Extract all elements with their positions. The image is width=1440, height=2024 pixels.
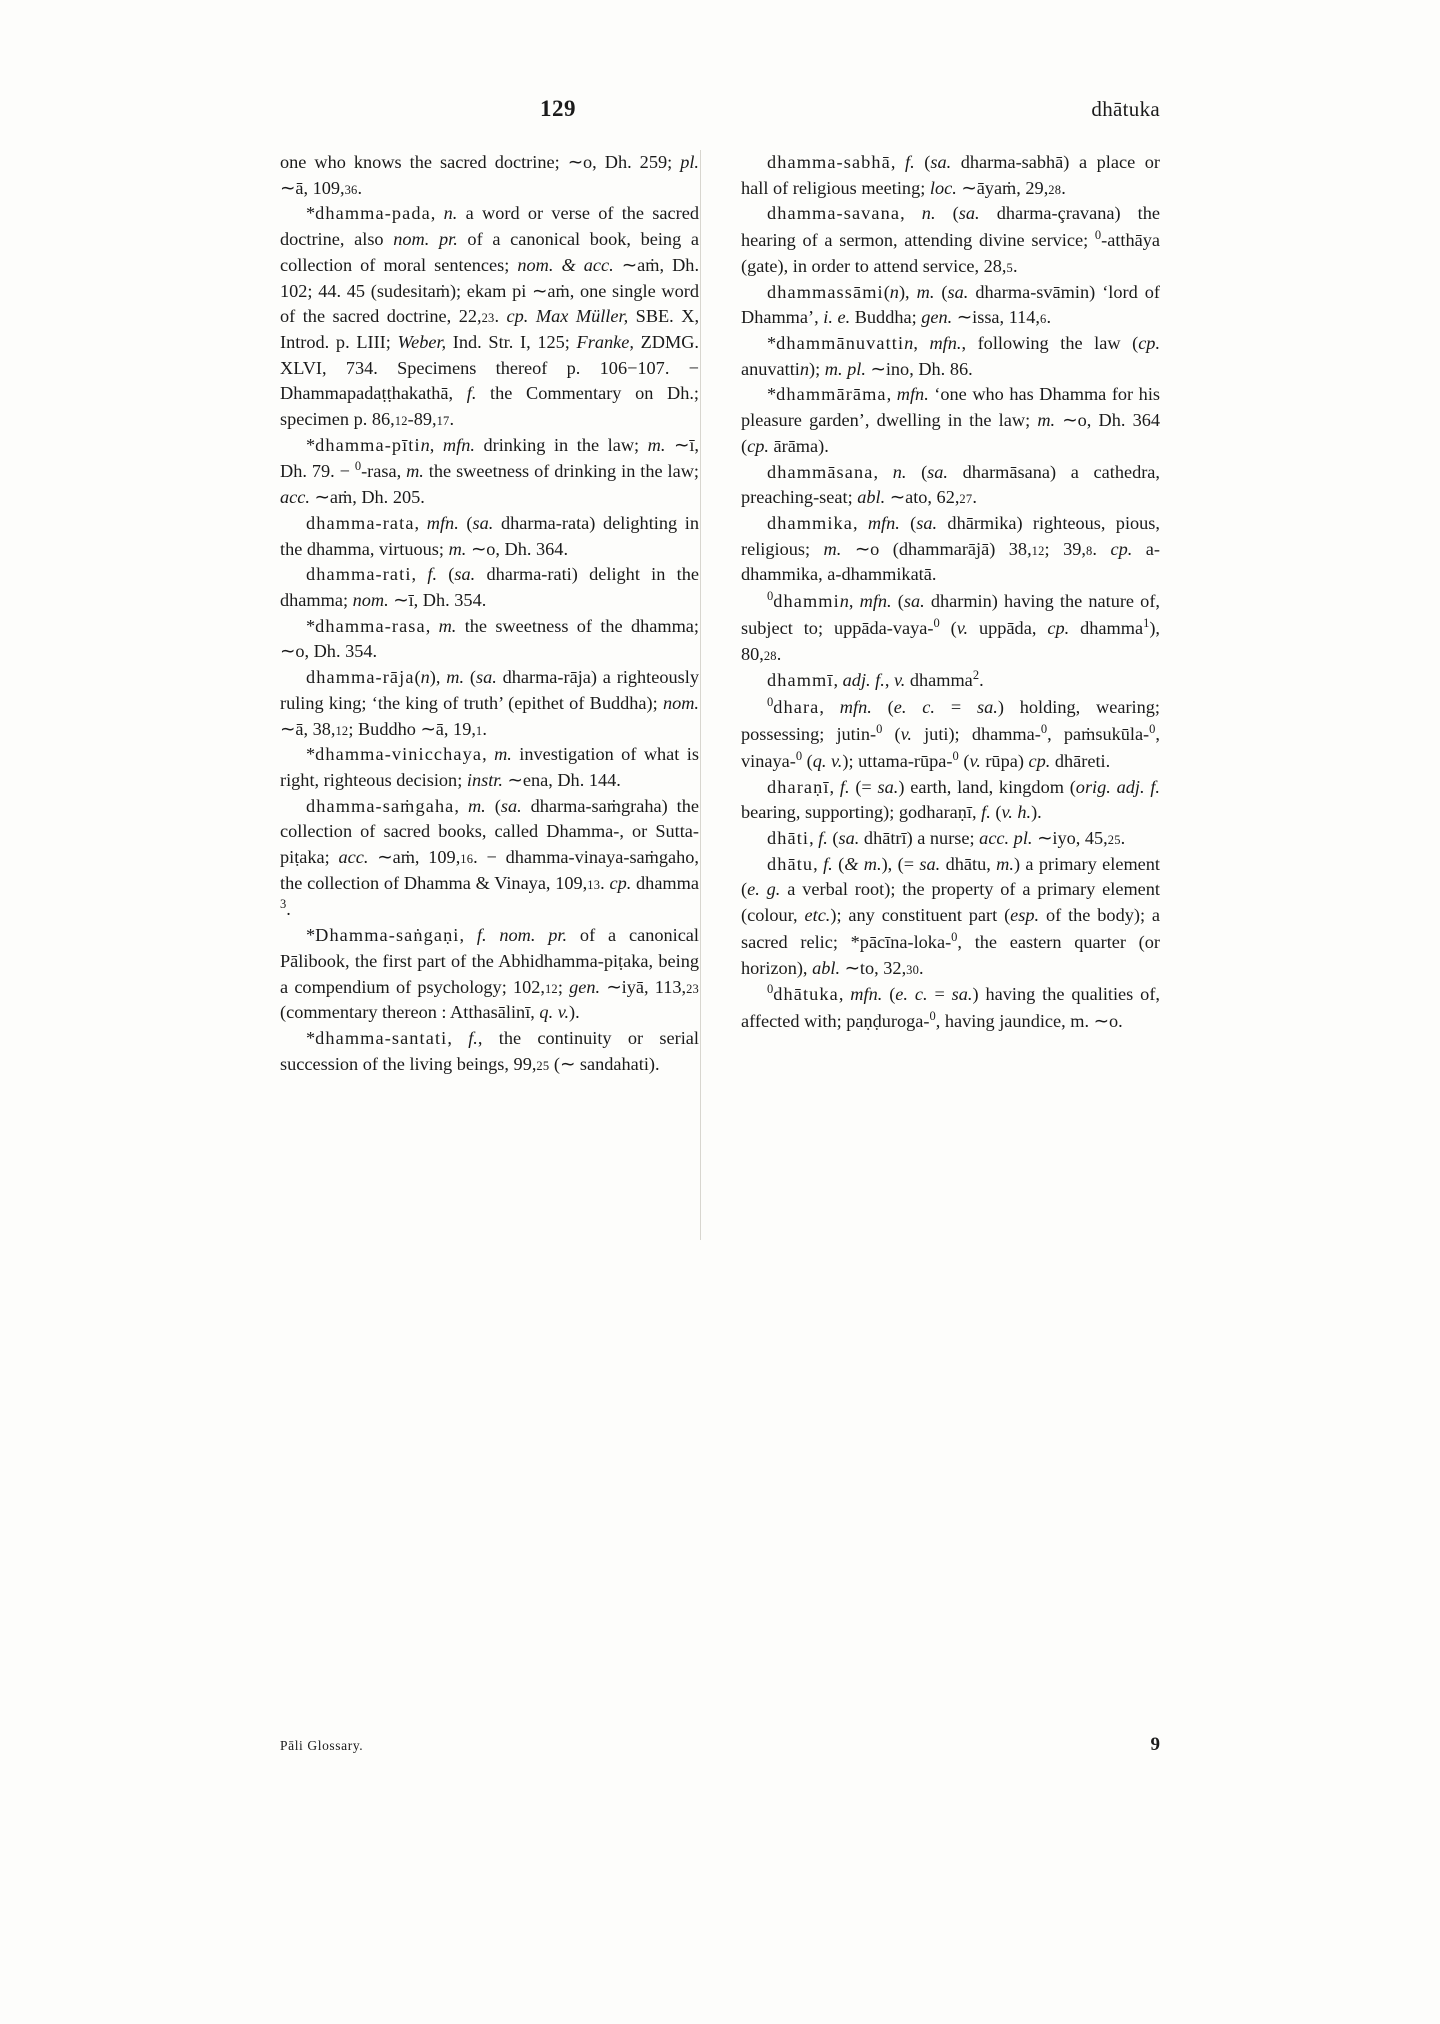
dictionary-entry: *dhammārāma, mfn. ‘one who has Dhamma for his pleasure garden’, dwelling in the law; m. ∼o, Dh. 364 (cp. ārāma). xyxy=(741,384,1161,456)
dictionary-entry: dhamma-savana, n. (sa. dharma-çravana) the hearing of a sermon, attending divine service; $^0$-atthāya (gate), in order to attend service, 28,5. xyxy=(741,203,1161,276)
dictionary-entry: dhammī, adj. f., v. dhamma$^2$. xyxy=(767,668,984,691)
running-head: dhātuka xyxy=(1091,97,1160,121)
dictionary-entry: *dhamma-rasa, m. the sweetness of the dhamma; ∼o, Dh. 354. xyxy=(280,615,699,662)
dictionary-entry: one who knows the sacred doctrine; ∼o, Dh. 259; pl. ∼ā, 109,36. xyxy=(280,152,699,198)
dictionary-entry: dhammāsana, n. (sa. dharmāsana) a cathedra, preaching-seat; abl. ∼ato, 62,27. xyxy=(741,461,1160,508)
dictionary-entry: dhammassāmi(n), m. (sa. dharma-svāmin) ‘lord of Dhamma’, i. e. Buddha; gen. ∼issa, 114,6. xyxy=(741,281,1160,328)
dictionary-entry: dhamma-sabhā, f. (sa. dharma-sabhā) a place or hall of religious meeting; loc. ∼āyaṁ, 29,28. xyxy=(741,152,1161,198)
text-columns xyxy=(280,150,1160,1078)
dictionary-entry: dhātu, f. (& m.), (= sa. dhātu, m.) a primary element (e. g. a verbal root); the property of a primary element (colour, etc.); any constituent part (esp. of the body); a sacred relic; *pācīna-loka-$^0$, the eastern quarter (or horizon), abl. ∼to, 32,30. xyxy=(741,853,1161,978)
dictionary-entry: *dhammānuvattin, mfn., following the law (cp. anuvattin); m. pl. ∼ino, Dh. 86. xyxy=(741,333,1161,379)
dictionary-entry: dharaṇī, f. (= sa.) earth, land, kingdom (orig. adj. f. bearing, supporting); godharaṇī, f. (v. h.). xyxy=(741,776,1160,823)
dictionary-entry: $^0$dhammin, mfn. (sa. dharmin) having the nature of, subject to; uppāda-vaya-$^0$ (v. uppāda, cp. dhamma$^1$), 80,28. xyxy=(741,589,1160,664)
dictionary-entry: dhammika, mfn. (sa. dhārmika) righteous, pious, religious; m. ∼o (dhammarājā) 38,12; 39,8. cp. a-dhammika, a-dhammikatā. xyxy=(741,512,1160,585)
dictionary-entry: *dhamma-pītin, mfn. drinking in the law; m. ∼ī, Dh. 79. − $^0$-rasa, m. the sweetness of drinking in the law; acc. ∼aṁ, Dh. 205. xyxy=(280,434,699,508)
dictionary-entry: dhamma-rata, mfn. (sa. dharma-rata) delighting in the dhamma, virtuous; m. ∼o, Dh. 364. xyxy=(280,512,699,559)
dictionary-entry: $^0$dhātuka, mfn. (e. c. = sa.) having the qualities of, affected with; paṇḍuroga-$^0$, having jaundice, m. ∼o. xyxy=(741,982,1160,1032)
right-column xyxy=(741,150,1160,1078)
dictionary-entry: *dhamma-vinicchaya, m. investigation of what is right, righteous decision; instr. ∼ena, Dh. 144. xyxy=(280,744,700,790)
signature-mark: 9 xyxy=(1150,1734,1160,1755)
dictionary-entry: dhamma-rati, f. (sa. dharma-rati) delight in the dhamma; nom. ∼ī, Dh. 354. xyxy=(280,564,700,611)
left-column xyxy=(280,150,699,1078)
page-number: 129 xyxy=(540,96,576,121)
dictionary-entry: dhāti, f. (sa. dhātrī) a nurse; acc. pl. ∼iyo, 45,25. xyxy=(767,827,1126,848)
dictionary-entry: $^0$dhara, mfn. (e. c. = sa.) holding, wearing; possessing; jutin-$^0$ (v. juti); dhamma-$^0$, paṁsukūla-$^0$, vinaya-$^0$ (q. v.); uttama-rūpa-$^0$ (v. rūpa) cp. dhāreti. xyxy=(741,695,1160,771)
dictionary-entry: dhamma-saṁgaha, m. (sa. dharma-saṁgraha) the collection of sacred books, called Dhamma-, or Sutta-piṭaka; acc. ∼aṁ, 109,16. − dhamma-vinaya-saṁgaho, the collection of Dhamma & Vinaya, 109,13. cp. dhamma $^3$. xyxy=(280,795,700,920)
running-foot: Pāli Glossary. xyxy=(280,1738,364,1753)
page-footer xyxy=(280,1734,1160,1756)
dictionary-entry: dhamma-rāja(n), m. (sa. dharma-rāja) a righteously ruling king; ‘the king of truth’ (epithet of Buddha); nom. ∼ā, 38,12; Buddho ∼ā, 19,1. xyxy=(280,667,699,739)
page-header xyxy=(280,96,1160,122)
dictionary-entry: *dhamma-pada, n. a word or verse of the sacred doctrine, also nom. pr. of a canonical book, being a collection of moral sentences; nom. & acc. ∼aṁ, Dh. 102; 44. 45 (sudesitaṁ); ekam pi ∼aṁ, one single word of the sacred doctrine, 22,23. cp. Max Müller, SBE. X, Introd. p. LIII; Weber, Ind. Str. I, 125; Franke, ZDMG. XLVI, 734. Specimens thereof p. 106−107. − Dhammapadaṭṭhakathā, f. the Commentary on Dh.; specimen p. 86,12-89,17. xyxy=(280,203,700,430)
dictionary-entry: *dhamma-santati, f., the continuity or serial succession of the living beings, 99,25 (∼ sandahati). xyxy=(280,1028,699,1074)
dictionary-entry: *Dhamma-saṅgaṇi, f. nom. pr. of a canonical Pālibook, the first part of the Abhidhamma-piṭaka, being a compendium of psychology; 102,12; gen. ∼iyā, 113,23 (commentary thereon : Atthasālinī, q. v.). xyxy=(280,925,699,1023)
